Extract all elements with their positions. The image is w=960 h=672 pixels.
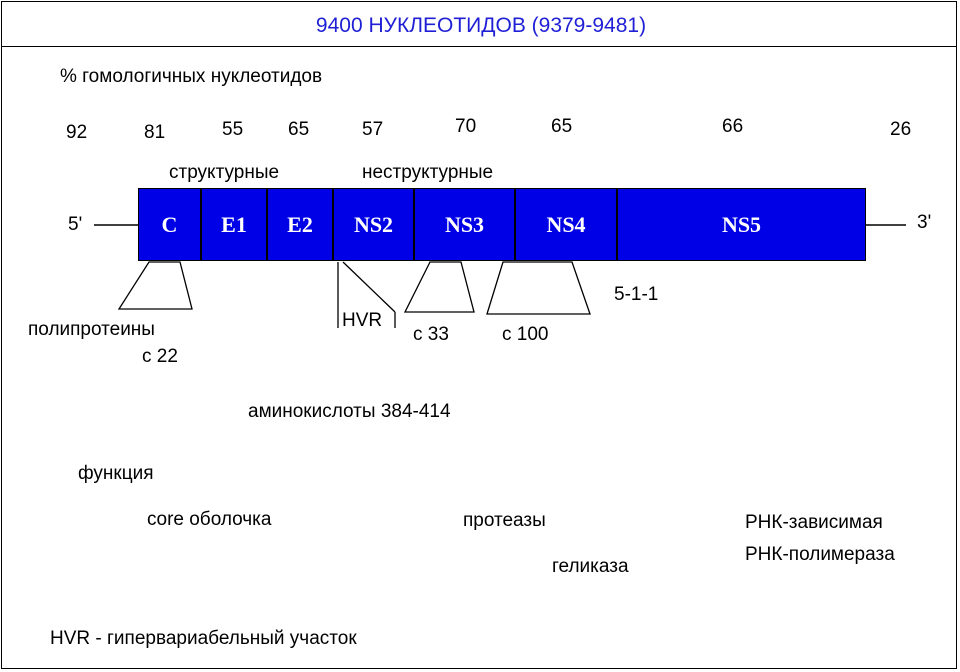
c33-label: c 33 <box>413 324 449 345</box>
homology-value: 70 <box>455 116 477 137</box>
core-envelope-label: core оболочка <box>147 509 272 530</box>
gene-block-e2: E2 <box>267 188 333 261</box>
homology-value: 26 <box>890 119 912 140</box>
homology-value: 81 <box>144 122 166 143</box>
rna-polymerase-label: РНК-полимераза <box>745 544 895 565</box>
homology-value: 65 <box>288 119 310 140</box>
gene-block-ns3: NS3 <box>414 188 515 261</box>
homology-value: 92 <box>66 122 88 143</box>
homology-value: 57 <box>362 119 384 140</box>
homology-value: 55 <box>222 119 244 140</box>
proteases-label: протеазы <box>463 510 546 531</box>
rna-dependent-label: РНК-зависимая <box>745 512 883 533</box>
homology-label: % гомологичных нуклеотидов <box>60 66 323 87</box>
gene-block-ns2: NS2 <box>333 188 414 261</box>
structural-label: структурные <box>169 162 280 183</box>
antigen-511-label: 5-1-1 <box>614 284 659 305</box>
c22-label: c 22 <box>142 346 178 367</box>
footnote: HVR - гипервариабельный участок <box>50 628 357 649</box>
nonstructural-label: неструктурные <box>362 162 494 183</box>
gene-block-c: C <box>138 188 201 261</box>
gene-block-e1: E1 <box>201 188 267 261</box>
homology-value: 65 <box>551 116 573 137</box>
gene-block-ns5: NS5 <box>617 188 866 261</box>
amino-acids-label: аминокислоты 384-414 <box>248 401 451 422</box>
homology-value: 66 <box>722 116 744 137</box>
c100-label: c 100 <box>502 324 549 345</box>
hvr-label: HVR <box>342 310 383 331</box>
three-prime-label: 3' <box>917 212 932 233</box>
five-prime-label: 5' <box>68 214 83 235</box>
gene-block-ns4: NS4 <box>515 188 617 261</box>
diagram-title: 9400 НУКЛЕОТИДОВ (9379-9481) <box>315 14 647 37</box>
helicase-label: геликаза <box>552 556 629 577</box>
function-heading: функция <box>78 463 154 484</box>
polyproteins-label: полипротеины <box>28 319 155 340</box>
